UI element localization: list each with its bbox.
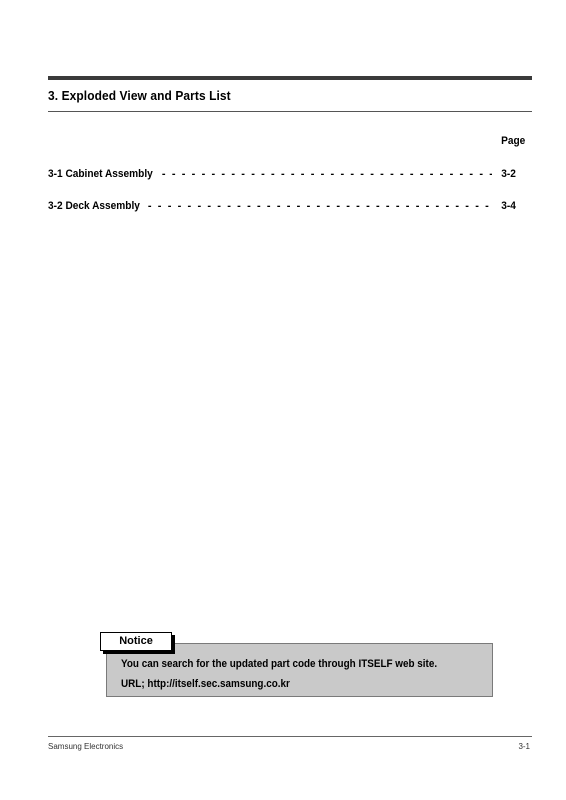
toc-page-header: Page [500,135,525,147]
title-rule [48,111,532,112]
toc-item-label: 3-1 Cabinet Assembly [48,168,153,180]
footer-company: Samsung Electronics [48,742,124,751]
toc-item-page: 3-2 [501,168,516,180]
notice-line-1: You can search for the updated part code through ITSELF web site. [121,658,438,670]
section-title: 3. Exploded View and Parts List [48,88,231,103]
toc-leader-dots [162,168,492,180]
footer-rule [48,736,532,737]
toc-leader-dots [148,200,492,212]
toc-item-label: 3-2 Deck Assembly [48,200,140,212]
notice-line-2-url[interactable]: URL; http://itself.sec.samsung.co.kr [121,678,290,690]
toc-item-page: 3-4 [501,200,516,212]
toc-item-cabinet-assembly[interactable] [48,168,516,182]
footer-page-number: 3-1 [518,742,530,751]
toc-item-deck-assembly[interactable] [48,200,516,214]
top-rule [48,76,532,80]
notice-tab: Notice [100,632,172,651]
